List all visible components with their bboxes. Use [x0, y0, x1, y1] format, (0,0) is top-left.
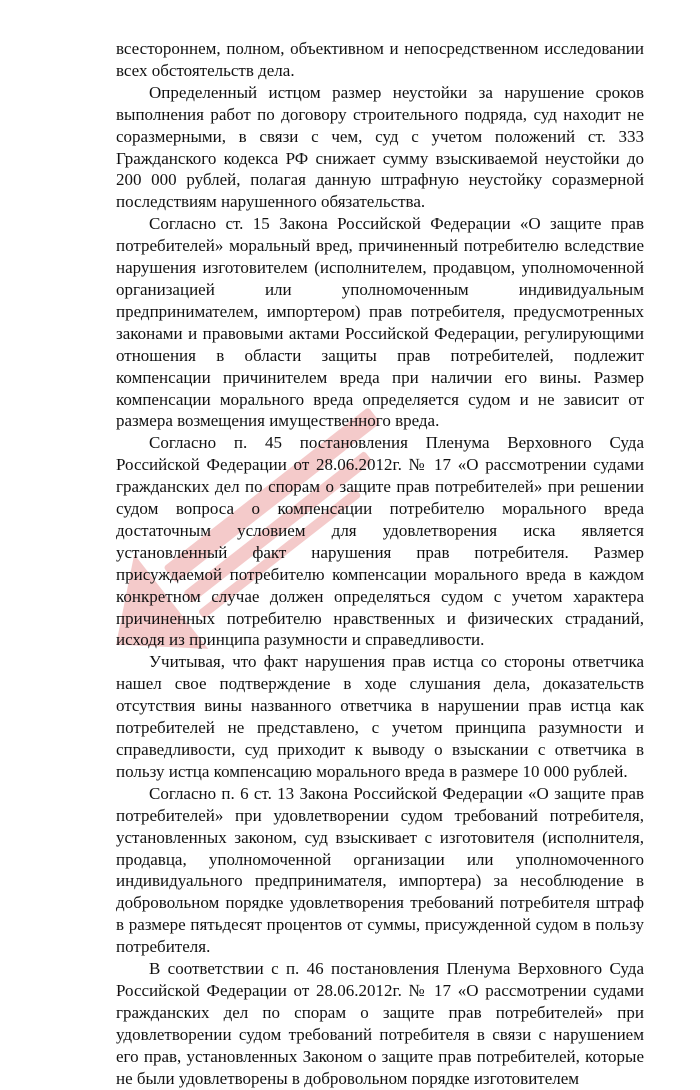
document-body	[116, 38, 644, 1090]
paragraph-plenum-45: Согласно п. 45 постановления Пленума Верховного Суда Российской Федерации от 28.06.2012г. № 17 «О рассмотрении судами гражданских дел по спорам о защите прав потребителей» при решении судом вопроса о компенсации потребителю морального вреда достаточным условием для удовлетворения иска является установленный факт нарушения прав потребителя. Размер присуждаемой потребителю компенсации морального вреда в каждом конкретном случае должен определяться судом с учетом характера причиненных потребителю нравственных и физических страданий, исходя из принципа разумности и справедливости.	[116, 433, 644, 650]
paragraph-moral-damage-law: Согласно ст. 15 Закона Российской Федерации «О защите прав потребителей» моральный вред, причиненный потребителю вследствие нарушения изготовителем (исполнителем, продавцом, уполномоченной организацией или уполномоченным индивидуальным предпринимателем, импортером) прав потребителя, предусмотренных законами и правовыми актами Российской Федерации, регулирующими отношения в области защиты прав потребителей, подлежит компенсации причинителем вреда при наличии его вины. Размер компенсации морального вреда определяется судом и не зависит от размера возмещения имущественного вреда.	[116, 214, 644, 431]
paragraph-fine-law: Согласно п. 6 ст. 13 Закона Российской Федерации «О защите прав потребителей» при удовлетворении судом требований потребителя, установленных законом, суд взыскивает с изготовителя (исполнителя, продавца, уполномоченной организации или уполномоченного индивидуального предпринимателя, импортера) за несоблюдение в добровольном порядке удовлетворения требований потребителя штраф в размере пятьдесят процентов от суммы, присужденной судом в пользу потребителя.	[116, 783, 644, 957]
paragraph-penalty-reduction: Определенный истцом размер неустойки за нарушение сроков выполнения работ по договору строительного подряда, суд находит не соразмерными, в связи с чем, суд с учетом положений ст. 333 Гражданского кодекса РФ снижает сумму взыскиваемой неустойки до 200 000 рублей, полагая данную штрафную неустойку соразмерной последствиям нарушенного обязательства.	[116, 82, 644, 212]
paragraph-conclusion-moral-damage: Учитывая, что факт нарушения прав истца со стороны ответчика нашел свое подтверждение в ходе слушания дела, доказательств отсутствия вины названного ответчика в нарушении прав истца как потребителей не представлено, с учетом принципа разумности и справедливости, суд приходит к выводу о взыскании с ответчика в пользу истца компенсацию морального вреда в размере 10 000 рублей.	[116, 652, 644, 781]
paragraph-continuation: всестороннем, полном, объективном и непосредственном исследовании всех обстоятельств дела.	[116, 39, 644, 80]
paragraph-plenum-46: В соответствии с п. 46 постановления Пленума Верховного Суда Российской Федерации от 28.06.2012г. № 17 «О рассмотрении судами гражданских дел по спорам о защите прав потребителей» при удовлетворении судом требований потребителя в связи с нарушением его прав, установленных Законом о защите прав потребителей, которые не были удовлетворены в добровольном порядке изготовителем	[116, 959, 644, 1088]
